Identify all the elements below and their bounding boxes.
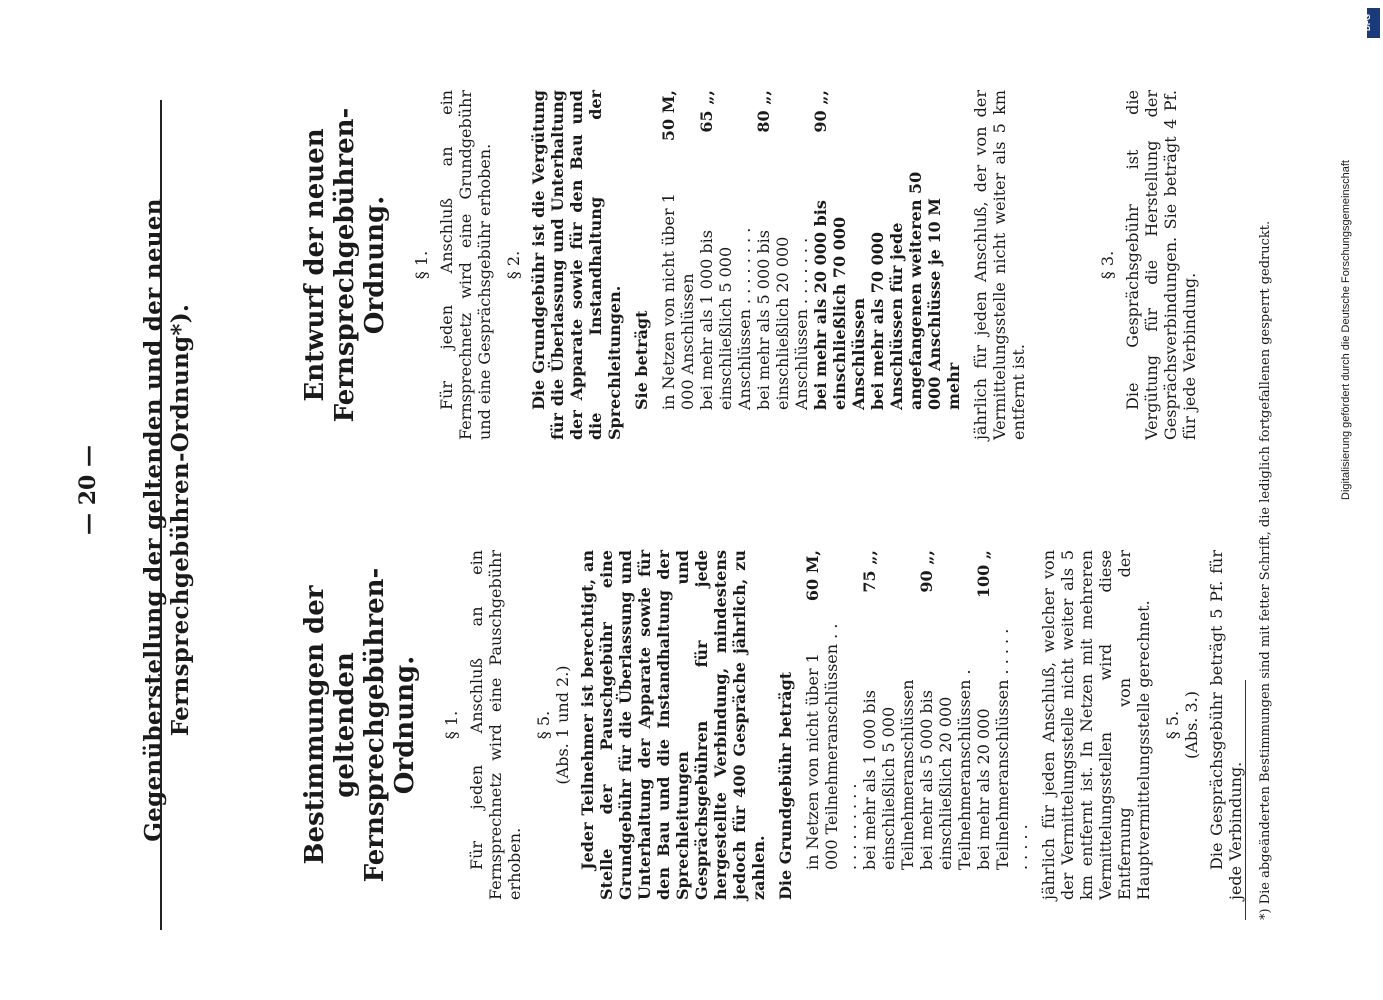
left-section-5-paragraph-1: Jeder Teilnehmer ist berechtigt, an Stelle der Pauschgebühr eine Grundgebühr für die Überlassung und Unterhaltung der Apparate sowie für den Bau und die Instandhaltung der Sprechleitungen und Gesprächsgebühren für jede hergestellte Verbindung, mindestens jedoch für 400 Gespräche jährlich, zu zahlen.: [578, 550, 768, 900]
footnote-rule: [1245, 680, 1246, 920]
left-section-5-paragraph-2: Die Grundgebühr beträgt: [776, 671, 795, 900]
fee-row: bei mehr als 5 000 bis einschließlich 20 000 Anschlüssen . . . . . . . 80 „,: [754, 90, 811, 410]
right-section-2-title: § 2.: [504, 250, 523, 280]
right-section-3-title: § 3.: [1098, 250, 1117, 280]
left-heading-line2: Fernsprechgebühren-Ordnung.: [360, 567, 420, 883]
left-s5b-subtitle: (Abs. 3.): [1182, 691, 1201, 759]
right-column: [300, 90, 1207, 440]
left-section-1-title: § 1.: [442, 710, 461, 740]
fee-row: bei mehr als 1 000 bis einschließlich 5 000 Teilnehmeranschlüssen 75 „,: [860, 550, 917, 870]
left-section-1-text: Für jeden Anschluß an ein Fernsprechnetz wird eine Pauschgebühr erhoben.: [467, 550, 524, 900]
left-heading: [300, 550, 420, 900]
right-section-2-paragraph-2: Sie beträgt: [632, 310, 651, 410]
fee-row: in Netzen von nicht über 1 000 Teilnehmeranschlüssen . . . . . . . . . . . 60 M,: [803, 550, 860, 870]
left-s5-number: § 5.: [534, 710, 553, 740]
left-fee-table: [803, 550, 1031, 900]
left-section-5-title: [534, 550, 572, 900]
document-title: Gegenüberstellung der geltenden und der neuen Fernsprechgebühren-Ordnung*).: [140, 198, 194, 842]
right-heading-line2: Fernsprechgebühren-Ordnung.: [330, 107, 390, 423]
left-column: [300, 550, 1253, 900]
right-heading-line1: Entwurf der neuen: [300, 128, 330, 402]
side-note-text: Digitalisierung gefördert durch die Deutsche Forschungsgemeinschaft: [1340, 160, 1352, 500]
fee-row: bei mehr als 20 000 bis einschließlich 70 000 Anschlüssen 90 „,: [811, 90, 868, 410]
fee-row: in Netzen von nicht über 1 000 Anschlüssen 50 M,: [659, 90, 697, 410]
left-section-5-paragraph-3: jährlich für jeden Anschluß, welcher von der Vermittelungsstelle nicht weiter als 5 km entfernt ist. In Netzen mit mehreren Vermittelungsstellen wird diese Entfernung von der Hauptvermittelungsstelle gerechnet.: [1039, 550, 1153, 900]
fee-row: bei mehr als 1 000 bis einschließlich 5 000 Anschlüssen . . . . . . . . 65 „,: [697, 90, 754, 410]
dfg-logo: [1362, 8, 1380, 38]
right-heading: [300, 90, 390, 440]
right-section-2-paragraph-1: Die Grundgebühr ist die Vergütung für die Überlassung und Unterhaltung der Apparate sowie für den Bau und die Instandhaltung der Sprechleitungen.: [529, 90, 624, 440]
dfg-logo-text: DFG: [1362, 14, 1372, 31]
left-section-5b-text: Die Gesprächsgebühr beträgt 5 Pf. für jede Verbindung.: [1207, 550, 1245, 900]
right-section-3-text: Die Gesprächsgebühr ist die Vergütung für die Herstellung der Gesprächsverbindungen. Sie beträgt 4 Pf. für jede Verbindung.: [1123, 90, 1199, 440]
fee-row: bei mehr als 70 000 Anschlüssen für jede angefangenen weiteren 50 000 Anschlüsse je 10 M mehr: [868, 171, 963, 410]
title-rule: [160, 100, 162, 930]
left-s5b-number: § 5.: [1163, 710, 1182, 740]
footnote: *) Die abgeänderten Bestimmungen sind mit fetter Schrift, die lediglich fortgefallenen gesperrt gedruckt.: [1258, 220, 1273, 920]
right-section-2-paragraph-3: jährlich für jeden Anschluß, der von der Vermittelungsstelle nicht weiter als 5 km entfernt ist.: [971, 90, 1028, 440]
right-section-1-text: Für jeden Anschluß an ein Fernsprechnetz wird eine Grundgebühr und eine Gesprächsgebühr erhoben.: [437, 90, 494, 440]
fee-row: bei mehr als 5 000 bis einschließlich 20 000 Teilnehmeranschlüssen . 90 „,: [917, 550, 974, 870]
page-number: — 20 —: [75, 445, 101, 535]
left-heading-line1: Bestimmungen der geltenden: [300, 585, 360, 865]
right-fee-table: [659, 90, 963, 440]
left-s5-subtitle: (Abs. 1 und 2.): [553, 665, 572, 785]
left-section-5b-title: [1163, 550, 1201, 900]
fee-row: bei mehr als 20 000 Teilnehmeranschlüssen . . . . . . . . . . 100 „: [974, 550, 1031, 870]
right-section-1-title: § 1.: [412, 250, 431, 280]
